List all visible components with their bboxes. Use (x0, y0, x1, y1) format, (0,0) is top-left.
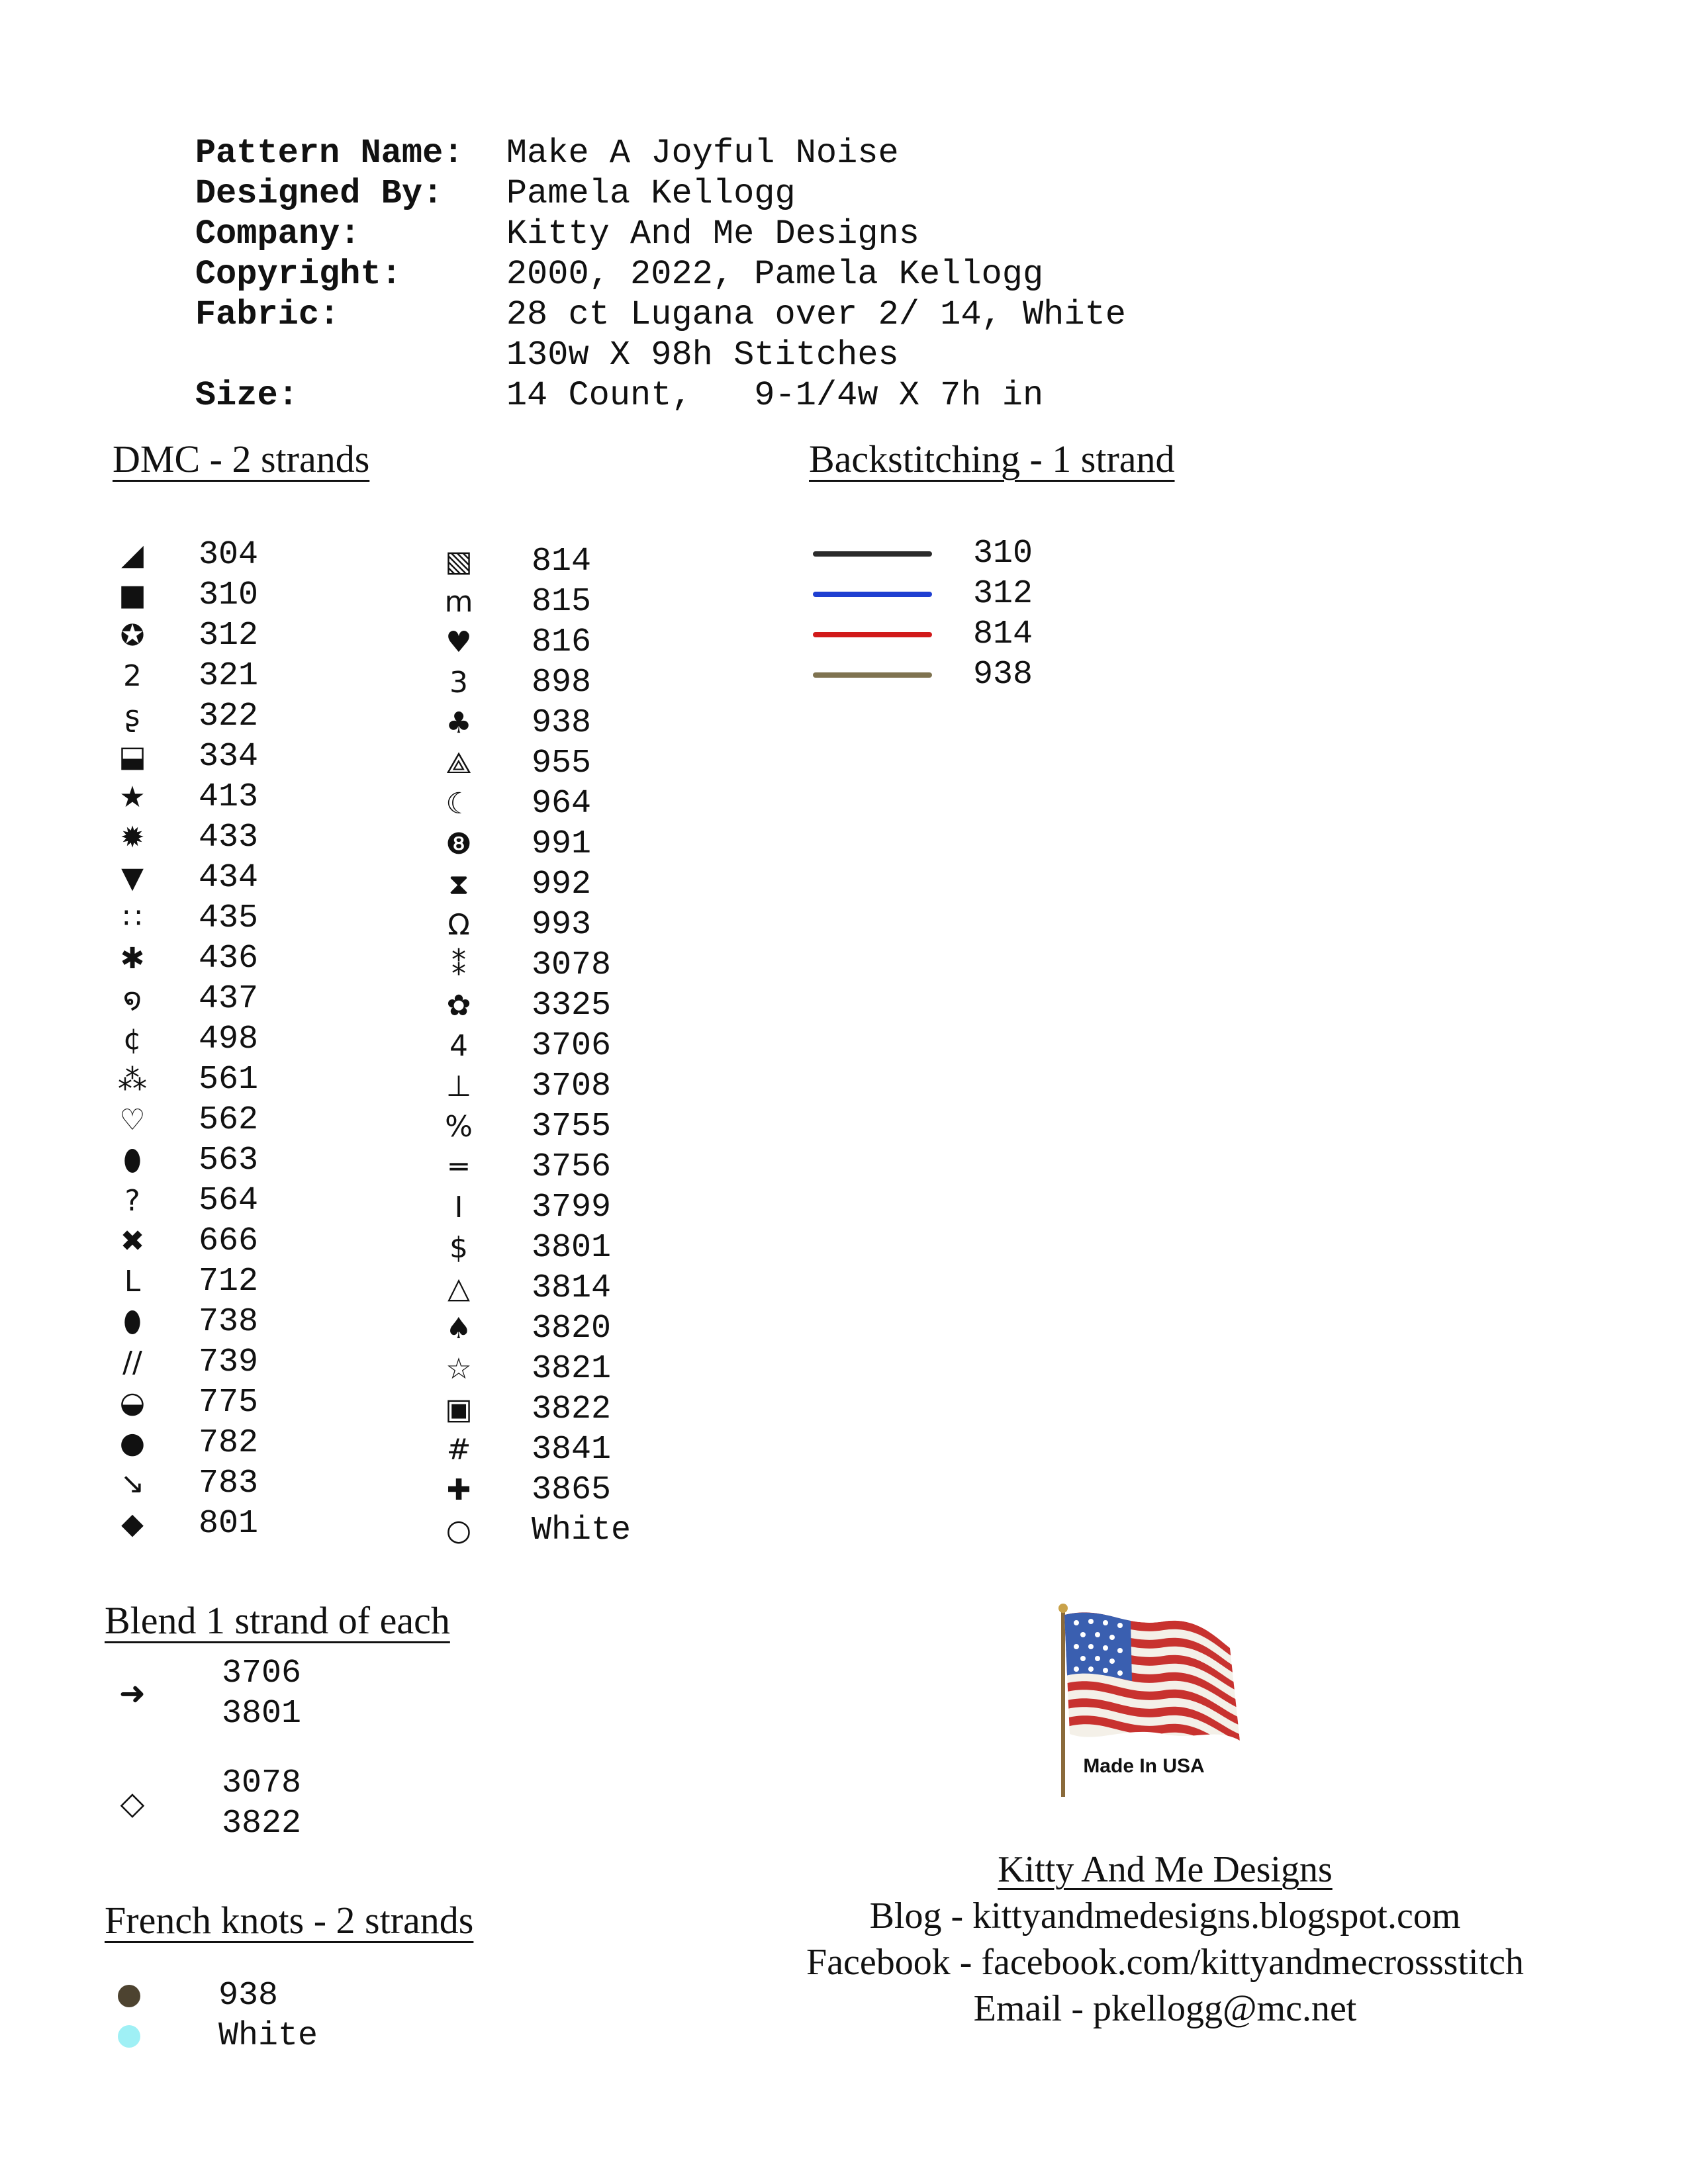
backstitching-legend (813, 533, 1033, 695)
diamond-outline-icon: ◇ (120, 1784, 145, 1822)
legend-row (113, 817, 258, 858)
legend-row (439, 1268, 631, 1308)
capsule-icon: ⬮ (123, 1143, 142, 1177)
legend-row (113, 979, 258, 1019)
floss-code: 782 (199, 1424, 259, 1462)
field-value: 130w X 98h Stitches (506, 336, 899, 375)
pattern-info (113, 93, 1126, 415)
blend-codes: 3706 3801 (222, 1655, 302, 1733)
floss-code: 738 (199, 1303, 259, 1341)
legend-row (439, 945, 631, 985)
floss-code: 3708 (532, 1068, 612, 1105)
floss-code: 3325 (532, 987, 612, 1024)
field-value: 14 Count, 9-1/4w X 7h in (506, 376, 1044, 415)
floss-code: 712 (199, 1263, 259, 1300)
floss-code: 991 (532, 825, 592, 863)
flower-icon: ✿ (446, 988, 471, 1023)
star-outline-icon: ☆ (445, 1351, 472, 1386)
legend-row (113, 1019, 258, 1060)
floss-code: 498 (199, 1021, 259, 1058)
field-label: Size: (195, 376, 299, 415)
legend-row (113, 1463, 258, 1504)
floss-code: 3820 (532, 1310, 612, 1347)
backstitching-title: Backstitching - 1 strand (809, 437, 1175, 480)
floss-code: 334 (199, 738, 259, 776)
floss-code: 814 (973, 615, 1033, 653)
legend-row (439, 1107, 631, 1147)
heart-icon: ♥ (445, 625, 472, 659)
legend-row (439, 622, 631, 662)
field-label: Pattern Name: (195, 134, 464, 173)
floss-code: 322 (199, 698, 259, 735)
blend-item (113, 1653, 377, 1734)
company-name: Kitty And Me Designs (998, 1849, 1333, 1890)
legend-row (439, 985, 631, 1026)
circled-eight-icon: ❽ (445, 827, 472, 861)
backstitch-line-swatch (813, 672, 932, 678)
m-letter-icon: m (444, 584, 473, 619)
floss-code: 783 (199, 1465, 259, 1502)
field-value: Pamela Kellogg (506, 174, 796, 213)
two-icon: 2 (123, 659, 142, 693)
dmc-legend-column-2 (439, 541, 631, 1551)
legend-row (113, 1140, 258, 1181)
four-icon: 4 (449, 1028, 468, 1063)
floss-code: 413 (199, 778, 259, 816)
legend-row (439, 1470, 631, 1510)
legend-row (439, 1147, 631, 1187)
question-icon: ? (124, 1183, 140, 1218)
floss-code: 739 (199, 1343, 259, 1381)
pattern-name-row (113, 93, 1126, 173)
legend-row (113, 1181, 258, 1221)
legend-row (113, 938, 258, 979)
floss-code: 938 (973, 656, 1033, 694)
half-circle-icon: ◒ (119, 1385, 146, 1420)
floss-code: 816 (532, 623, 592, 661)
email-link[interactable]: Email - pkellogg@mc.net (973, 1988, 1357, 2029)
field-value: Kitty And Me Designs (506, 214, 919, 253)
dollar-icon: $ (449, 1230, 468, 1265)
legend-row (439, 1389, 631, 1430)
blend-codes: 3078 3822 (222, 1764, 302, 1843)
field-label: Designed By: (195, 174, 444, 213)
legend-row (113, 575, 258, 615)
floss-code: 3821 (532, 1350, 612, 1388)
legend-row (439, 743, 631, 784)
legend-row (113, 696, 258, 737)
x-mark-icon: ✖ (120, 1224, 145, 1258)
floss-code: 938 (218, 1977, 279, 2015)
backstitch-row (813, 655, 1033, 695)
floss-code: 562 (199, 1101, 259, 1139)
square-icon: ■ (118, 578, 146, 612)
floss-code: 3799 (532, 1189, 612, 1226)
legend-row (113, 1342, 258, 1383)
flag-caption: Made In USA (1083, 1755, 1205, 1777)
legend-row (113, 615, 258, 656)
double-bar-icon: ═ (449, 1150, 468, 1184)
legend-row (113, 737, 258, 777)
backstitch-line-swatch (813, 551, 932, 557)
legend-row (439, 1228, 631, 1268)
legend-row (113, 1504, 258, 1544)
asterisk-icon: ✱ (120, 941, 145, 976)
omega-icon: Ω (447, 907, 470, 942)
triple-triangle-icon: ⁂ (118, 1062, 147, 1097)
floss-code: White (218, 2017, 318, 2055)
diagonal-arrow-icon: ↘ (120, 1466, 145, 1500)
square-in-square-icon: ▣ (445, 1392, 473, 1426)
flag-pole-finial (1058, 1604, 1068, 1613)
s-curl-icon: ʂ (124, 699, 140, 733)
floss-code: 310 (199, 576, 259, 614)
backstitch-row (813, 614, 1033, 655)
floss-code: 434 (199, 859, 259, 897)
i-beam-icon: I (454, 1190, 463, 1224)
spiral-icon: ໑ (122, 981, 142, 1016)
quarter-round-icon: ◢ (121, 537, 144, 572)
right-arrow-icon: ➜ (118, 1674, 146, 1712)
floss-code: 964 (532, 785, 592, 823)
floss-code: 3706 (532, 1027, 612, 1065)
floss-code: 3814 (532, 1269, 612, 1307)
field-value: 28 ct Lugana over 2/ 14, White (506, 295, 1126, 334)
legend-row (439, 1026, 631, 1066)
legend-row (439, 1510, 631, 1551)
four-dots-icon: ∷ (123, 901, 142, 935)
down-triangle-icon: ▼ (121, 860, 144, 895)
floss-code: 955 (532, 745, 592, 782)
blend-title: Blend 1 strand of each (105, 1599, 450, 1642)
hourglass-icon: ⧗ (448, 867, 469, 901)
floss-code: 993 (532, 906, 592, 944)
ellipse-icon: ⬮ (123, 1304, 142, 1339)
floss-code: 992 (532, 866, 592, 903)
floss-code: 3801 (532, 1229, 612, 1267)
three-icon: 3 (449, 665, 468, 700)
facebook-link[interactable]: Facebook - facebook.com/kittyandmecrossstitch (806, 1942, 1524, 1983)
french-knot-row (113, 1976, 318, 2016)
legend-row (113, 1221, 258, 1261)
floss-code: 801 (199, 1505, 259, 1543)
backstitch-line-swatch (813, 632, 932, 637)
blog-link[interactable]: Blog - kittyandmedesigns.blogspot.com (869, 1895, 1461, 1936)
floss-code: 435 (199, 899, 259, 937)
legend-row (439, 1066, 631, 1107)
triangle-in-triangle-icon: ⟁ (445, 746, 472, 780)
floss-code: 563 (199, 1142, 259, 1179)
legend-row (113, 1302, 258, 1342)
club-icon: ♣ (445, 705, 472, 740)
legend-row (113, 656, 258, 696)
floss-code: 898 (532, 664, 592, 702)
legend-row (439, 1187, 631, 1228)
legend-row (113, 1060, 258, 1100)
circled-star-icon: ✪ (120, 618, 145, 653)
floss-code: 815 (532, 583, 592, 621)
legend-row (113, 777, 258, 817)
blend-item (113, 1763, 377, 1844)
double-slash-icon: // (122, 1345, 142, 1379)
french-knots-legend (113, 1976, 318, 2056)
legend-row (439, 1430, 631, 1470)
legend-row (439, 582, 631, 622)
triangle-outline-icon: △ (447, 1271, 470, 1305)
field-label: Fabric: (195, 295, 340, 334)
hash-icon: # (446, 1432, 471, 1467)
star-icon: ★ (119, 780, 146, 814)
floss-code: 310 (973, 535, 1033, 572)
field-value: 2000, 2022, Pamela Kellogg (506, 255, 1044, 294)
floss-code: 775 (199, 1384, 259, 1422)
flag-icon (1051, 1602, 1243, 1800)
legend-row (113, 898, 258, 938)
stacked-dots-icon: ⁑ (451, 948, 466, 982)
floss-code: 3865 (532, 1471, 612, 1509)
legend-row (439, 824, 631, 864)
circle-outline-icon: ○ (445, 1513, 472, 1547)
floss-code: 3755 (532, 1108, 612, 1146)
filled-circle-icon: ● (119, 1426, 146, 1460)
backstitch-row (813, 533, 1033, 574)
legend-row (439, 864, 631, 905)
legend-row (113, 1100, 258, 1140)
french-knot-dot-icon (118, 2025, 140, 2048)
floss-code: 561 (199, 1061, 259, 1099)
floss-code: 437 (199, 980, 259, 1018)
legend-row (439, 1308, 631, 1349)
floss-code: 304 (199, 536, 259, 574)
percent-icon: % (445, 1109, 473, 1144)
legend-row (439, 784, 631, 824)
plus-icon: ✚ (446, 1473, 471, 1507)
backstitch-line-swatch (813, 592, 932, 597)
diamond-icon: ◆ (121, 1506, 144, 1541)
floss-code: 3756 (532, 1148, 612, 1186)
sun-icon: ✹ (120, 820, 145, 854)
floss-code: 564 (199, 1182, 259, 1220)
legend-row (439, 1349, 631, 1389)
floss-code: 312 (973, 575, 1033, 613)
legend-row (113, 1423, 258, 1463)
hatched-square-icon: ▧ (445, 544, 473, 578)
floss-code: 814 (532, 543, 592, 580)
moon-icon: ☾ (445, 786, 472, 821)
floss-code: 666 (199, 1222, 259, 1260)
backstitch-row (813, 574, 1033, 614)
floss-code: White (532, 1512, 632, 1549)
french-knots-title: French knots - 2 strands (105, 1899, 474, 1942)
french-knot-dot-icon (118, 1985, 140, 2007)
legend-row (439, 541, 631, 582)
floss-code: 3822 (532, 1390, 612, 1428)
heart-outline-icon: ♡ (119, 1103, 146, 1137)
up-tack-icon: ⊥ (445, 1069, 472, 1103)
field-value: Make A Joyful Noise (506, 134, 899, 173)
field-label: Copyright: (195, 255, 402, 294)
legend-row (113, 858, 258, 898)
legend-row (439, 662, 631, 703)
floss-code: 3841 (532, 1431, 612, 1469)
legend-row (439, 703, 631, 743)
dmc-title: DMC - 2 strands (113, 437, 370, 480)
contact-info (688, 1846, 1642, 2032)
floss-code: 3078 (532, 946, 612, 984)
cent-icon: ¢ (123, 1022, 142, 1056)
field-label: Company: (195, 214, 361, 253)
floss-code: 436 (199, 940, 259, 978)
legend-row (113, 535, 258, 575)
floss-code: 321 (199, 657, 259, 695)
floss-code: 433 (199, 819, 259, 856)
made-in-usa-flag (1051, 1602, 1243, 1800)
french-knot-row (113, 2016, 318, 2056)
half-filled-square-icon: ⬓ (118, 739, 146, 774)
floss-code: 312 (199, 617, 259, 655)
legend-row (113, 1383, 258, 1423)
dmc-legend-column-1 (113, 535, 258, 1544)
spade-icon: ♠ (445, 1311, 472, 1345)
l-letter-icon: L (124, 1264, 141, 1298)
legend-row (113, 1261, 258, 1302)
legend-row (439, 905, 631, 945)
floss-code: 938 (532, 704, 592, 742)
